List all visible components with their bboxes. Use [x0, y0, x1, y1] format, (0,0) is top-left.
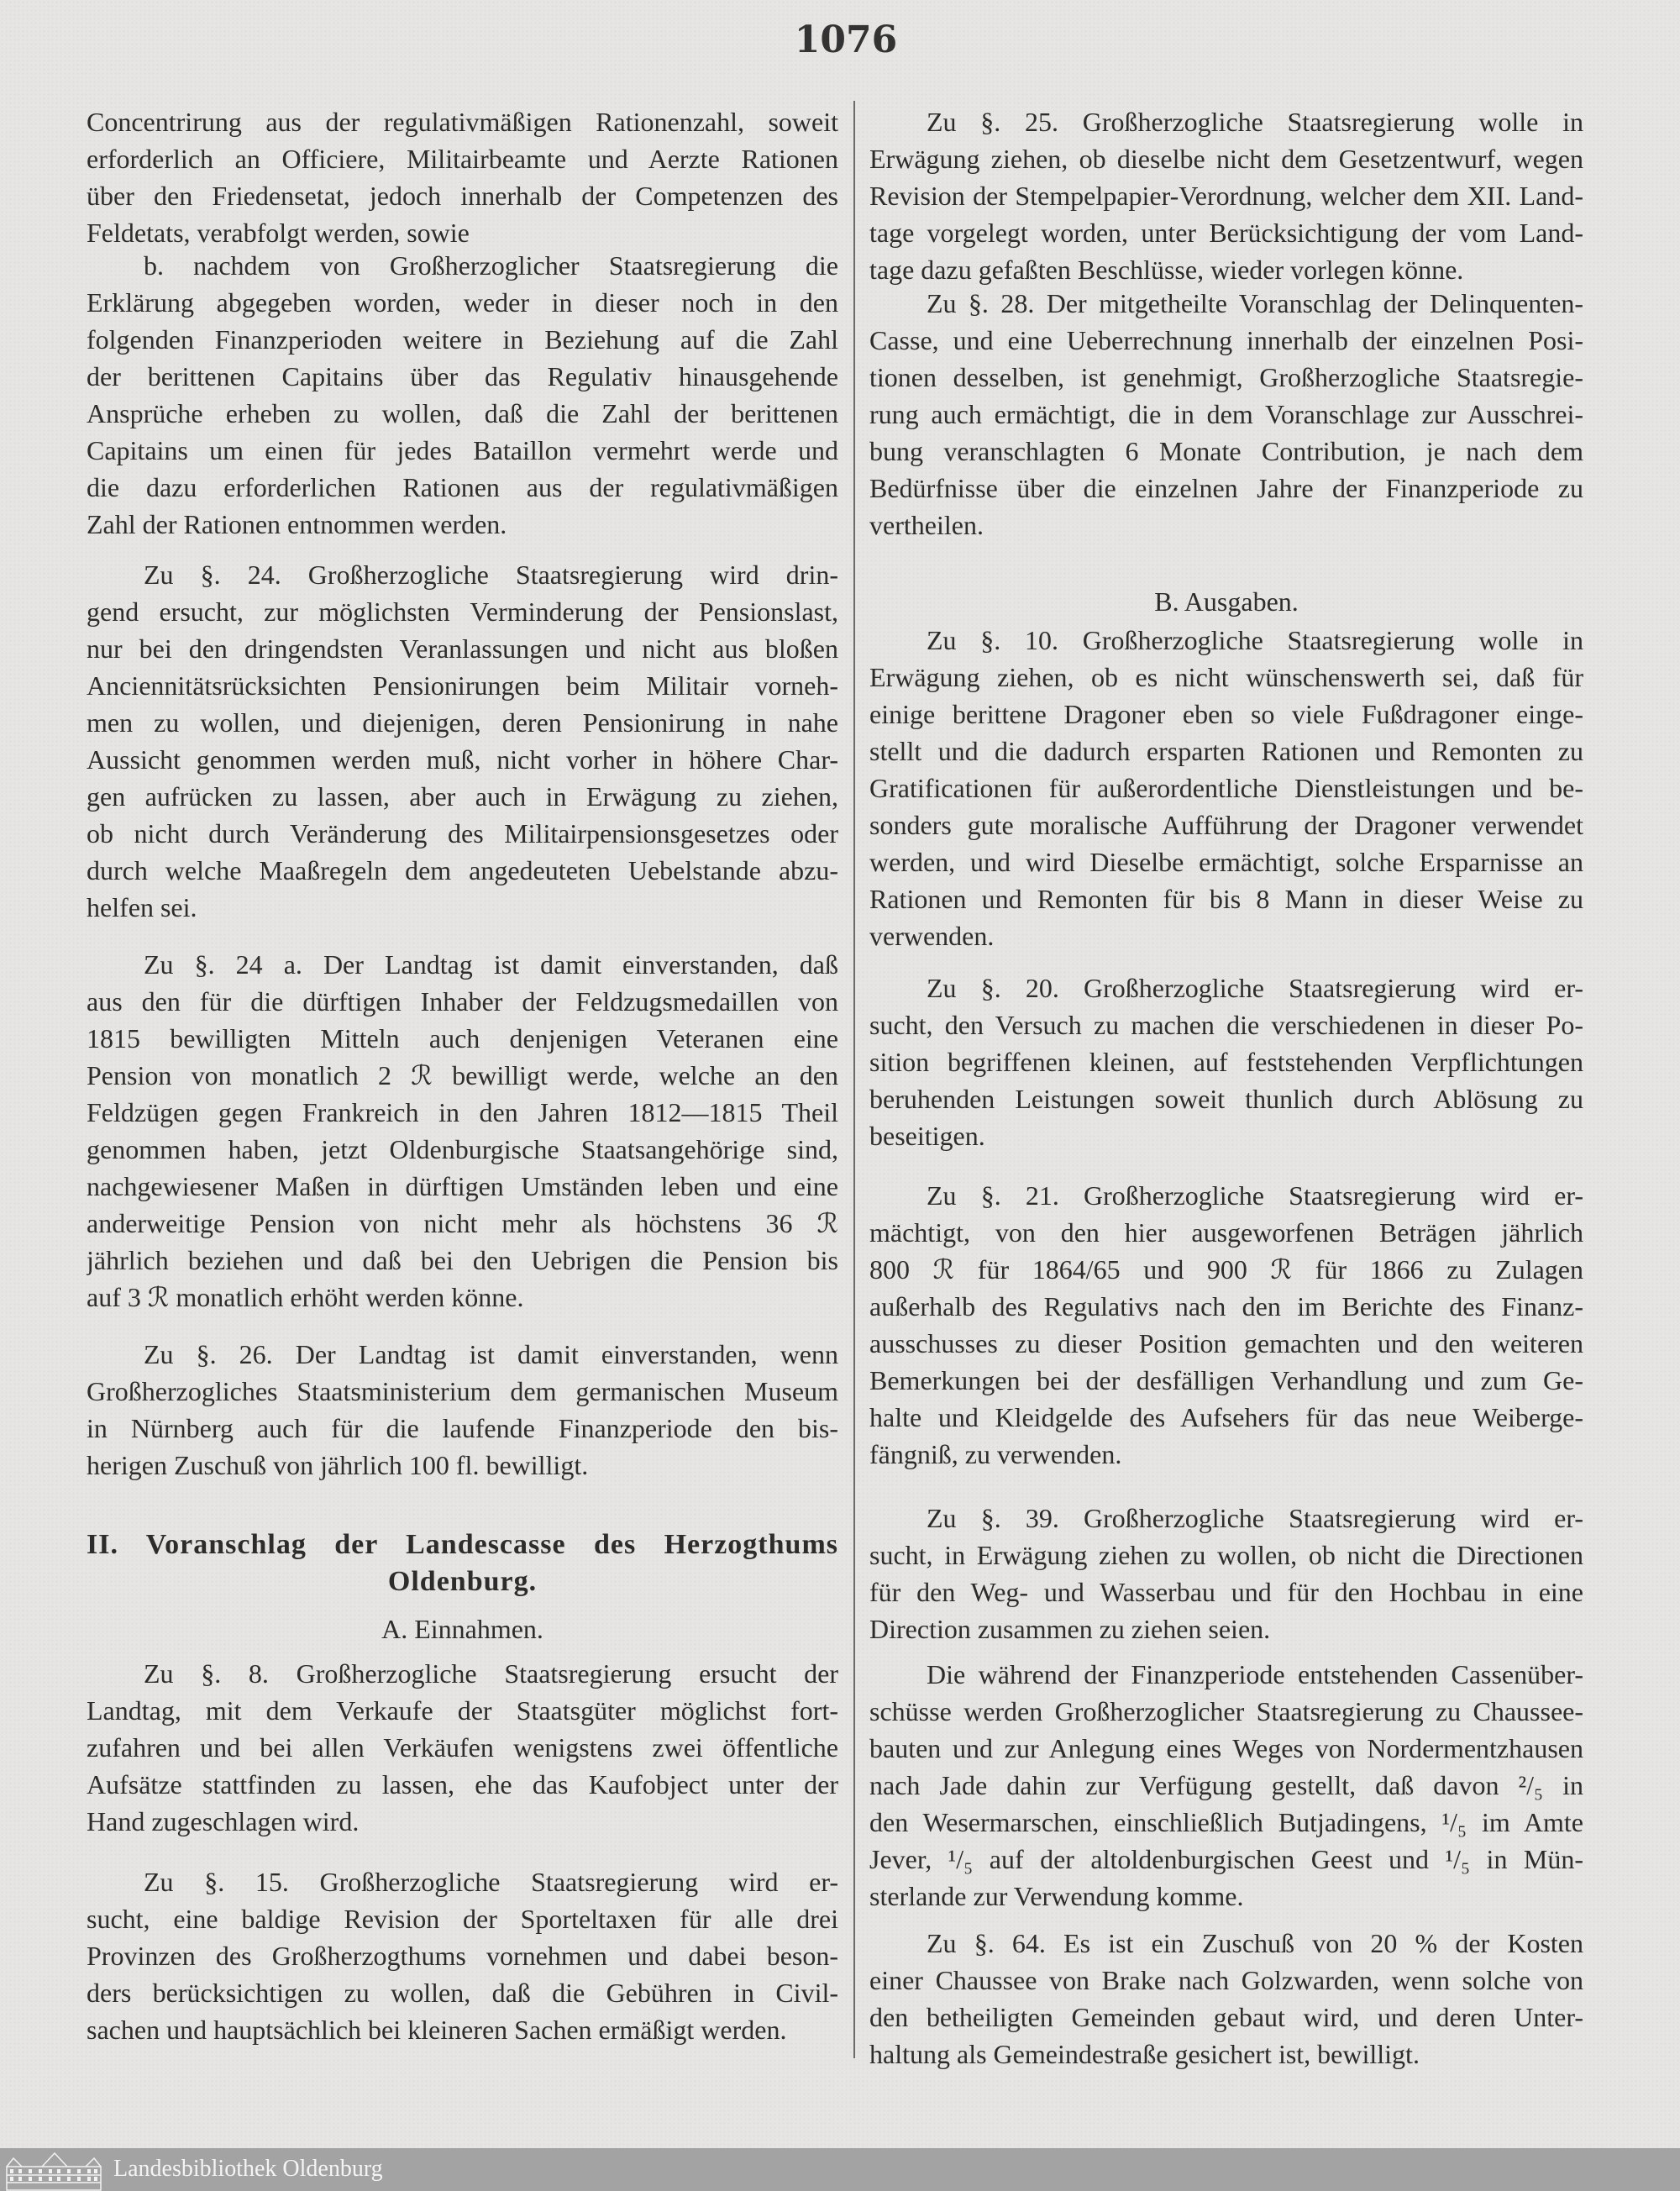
- text-line: 1815 bewilligten Mitteln auch denjenigen Veteranen eine: [87, 1023, 838, 1053]
- text-line: Jever, ¹/₅ auf der altoldenburgischen Geest und ¹/₅ in Mün-: [869, 1844, 1583, 1874]
- text-line: tage vorgelegt worden, unter Berücksichtigung der vom Land-: [869, 218, 1583, 248]
- text-line: aus den für die dürftigen Inhaber der Feldzugsmedaillen von: [87, 986, 838, 1017]
- text-line: Erwägung ziehen, ob dieselbe nicht dem Gesetzentwurf, wegen: [869, 144, 1583, 174]
- text-line: Zu §. 20. Großherzogliche Staatsregierung wird er-: [927, 973, 1583, 1003]
- text-line: durch welche Maaßregeln dem angedeuteten Uebelstande abzu-: [87, 855, 838, 885]
- text-line: sucht, in Erwägung ziehen zu wollen, ob nicht die Directionen: [869, 1540, 1583, 1570]
- footer-bar: [0, 2148, 1680, 2191]
- text-line: Pension von monatlich 2 ℛ bewilligt werde, welche an den: [87, 1060, 838, 1090]
- text-line: vertheilen.: [869, 510, 984, 540]
- text-line: die dazu erforderlichen Rationen aus der regulativmäßigen: [87, 472, 838, 502]
- text-line: bung veranschlagten 6 Monate Contribution, je nach dem: [869, 436, 1583, 466]
- text-line: helfen sei.: [87, 892, 197, 922]
- text-line: einige berittene Dragoner eben so viele Fußdragoner einge-: [869, 699, 1583, 729]
- text-line: 800 ℛ für 1864/65 und 900 ℛ für 1866 zu Zulagen: [869, 1254, 1583, 1285]
- text-line: jährlich beziehen und daß bei den Uebrigen die Pension bis: [87, 1245, 838, 1275]
- text-line: II. Voranschlag der Landescasse des Herzogthums: [87, 1529, 838, 1560]
- text-line: Erklärung abgegeben worden, weder in dieser noch in den: [87, 287, 838, 318]
- text-line: nachgewiesener Maßen in dürftigen Umständen leben und eine: [87, 1171, 838, 1201]
- text-line: ders berücksichtigen zu wollen, daß die Gebühren in Civil-: [87, 1978, 838, 2008]
- text-line: den betheiligten Gemeinden gebaut wird, und deren Unter-: [869, 2002, 1583, 2032]
- paragraph: [87, 103, 838, 251]
- text-line: Zu §. 24. Großherzogliche Staatsregierung wird drin-: [144, 560, 838, 590]
- text-line: Ansprüche erheben zu wollen, daß die Zahl der berittenen: [87, 398, 838, 428]
- text-line: Provinzen des Großherzogthums vornehmen und dabei beson-: [87, 1941, 838, 1971]
- text-line: beruhenden Leistungen soweit thunlich durch Ablösung zu: [869, 1084, 1583, 1114]
- paragraph: [869, 1925, 1583, 2073]
- text-line: Concentrirung aus der regulativmäßigen Rationenzahl, soweit: [87, 107, 838, 137]
- text-line: sucht, eine baldige Revision der Sporteltaxen für alle drei: [87, 1904, 838, 1934]
- text-line: über den Friedensetat, jedoch innerhalb der Competenzen des: [87, 181, 838, 211]
- text-line: fängniß, zu verwenden.: [869, 1439, 1122, 1469]
- text-line: herigen Zuschuß von jährlich 100 fl. bewilligt.: [87, 1450, 589, 1480]
- text-line: Capitains um einen für jedes Bataillon vermehrt werde und: [87, 435, 838, 465]
- text-line: genommen haben, jetzt Oldenburgische Staatsangehörige sind,: [87, 1134, 838, 1164]
- text-line: Zu §. 39. Großherzogliche Staatsregierung wird er-: [927, 1503, 1583, 1533]
- paragraph: [869, 285, 1583, 544]
- text-line: tage dazu gefaßten Beschlüsse, wieder vorlegen könne.: [869, 255, 1464, 285]
- library-name: Landesbibliothek Oldenburg: [113, 2156, 383, 2182]
- text-line: halte und Kleidgelde des Aufsehers für das neue Weiberge-: [869, 1402, 1583, 1432]
- text-line: Feldetats, verabfolgt werden, sowie: [87, 218, 470, 248]
- text-line: den Wesermarschen, einschließlich Butjadingens, ¹/₅ im Amte: [869, 1807, 1583, 1837]
- text-line: men zu wollen, und diejenigen, deren Pensionirung in nahe: [87, 707, 838, 738]
- text-line: Erwägung ziehen, ob es nicht wünschenswerth sei, daß für: [869, 662, 1583, 692]
- column-divider: [853, 101, 855, 2058]
- text-line: Zu §. 28. Der mitgetheilte Voranschlag der Delinquenten-: [927, 288, 1583, 318]
- text-line: Die während der Finanzperiode entstehenden Cassenüber-: [927, 1659, 1583, 1689]
- paragraph: [869, 1177, 1583, 1473]
- text-line: Zu §. 25. Großherzogliche Staatsregierung wolle in: [927, 107, 1583, 137]
- text-line: Gratificationen für außerordentliche Dienstleistungen und be-: [869, 773, 1583, 803]
- text-line: Oldenburg.: [387, 1566, 538, 1597]
- text-line: einer Chaussee von Brake nach Golzwarden, wenn solche von: [869, 1965, 1583, 1995]
- text-line: Aufsätze stattfinden zu lassen, ehe das Kaufobject unter der: [87, 1769, 838, 1800]
- text-line: Zu §. 26. Der Landtag ist damit einverstanden, wenn: [144, 1339, 838, 1369]
- text-line: sachen und hauptsächlich bei kleineren Sachen ermäßigt werden.: [87, 2015, 787, 2045]
- text-line: Großherzogliches Staatsministerium dem germanischen Museum: [87, 1376, 838, 1406]
- text-line: Zu §. 8. Großherzogliche Staatsregierung ersucht der: [144, 1658, 838, 1689]
- text-line: A. Einnahmen.: [381, 1614, 543, 1644]
- text-line: ausschusses zu dieser Position gemachten und den weiteren: [869, 1328, 1583, 1358]
- text-line: Aussicht genommen werden muß, nicht vorher in höhere Char-: [87, 744, 838, 775]
- text-line: Zu §. 64. Es ist ein Zuschuß von 20 % der Kosten: [927, 1928, 1583, 1958]
- text-line: anderweitige Pension von nicht mehr als höchstens 36 ℛ: [87, 1208, 838, 1238]
- text-line: Anciennitätsrücksichten Pensionirungen beim Militair vorneh-: [87, 670, 838, 701]
- text-line: gen aufrücken zu lassen, aber auch in Erwägung zu ziehen,: [87, 781, 838, 812]
- text-line: Zu §. 15. Großherzogliche Staatsregierung wird er-: [144, 1867, 838, 1897]
- text-line: bauten und zur Anlegung eines Weges von Nordermentzhausen: [869, 1733, 1583, 1763]
- paragraph: [869, 1500, 1583, 1647]
- text-line: folgenden Finanzperioden weitere in Beziehung auf die Zahl: [87, 324, 838, 355]
- text-line: mächtigt, von den hier ausgeworfenen Beträgen jährlich: [869, 1217, 1583, 1248]
- paragraph: [87, 556, 838, 926]
- text-line: schüsse werden Großherzoglicher Staatsregierung zu Chaussee-: [869, 1696, 1583, 1726]
- text-line: Hand zugeschlagen wird.: [87, 1806, 360, 1836]
- text-line: ob nicht durch Veränderung des Militairpensionsgesetzes oder: [87, 818, 838, 849]
- text-line: sterlande zur Verwendung komme.: [869, 1881, 1244, 1911]
- text-line: Zu §. 10. Großherzogliche Staatsregierung wolle in: [927, 625, 1583, 655]
- subsection-heading: [87, 1610, 838, 1647]
- text-line: Zu §. 24 a. Der Landtag ist damit einverstanden, daß: [144, 949, 838, 980]
- paragraph: [869, 103, 1583, 288]
- text-line: der berittenen Capitains über das Regulativ hinausgehende: [87, 361, 838, 391]
- text-line: zufahren und bei allen Verkäufen wenigstens zwei öffentliche: [87, 1732, 838, 1763]
- paragraph: [87, 1336, 838, 1484]
- text-line: nach Jade dahin zur Verfügung gestellt, daß davon ²/₅ in: [869, 1770, 1583, 1800]
- text-line: Zu §. 21. Großherzogliche Staatsregierung wird er-: [927, 1180, 1583, 1211]
- paragraph: [869, 1656, 1583, 1915]
- text-line: rung auch ermächtigt, die in dem Voranschlage zur Ausschrei-: [869, 399, 1583, 429]
- library-building-logo-icon: [5, 2152, 104, 2191]
- text-line: beseitigen.: [869, 1121, 985, 1151]
- page-number: 1076: [794, 18, 898, 61]
- paragraph: [87, 247, 838, 543]
- text-line: nur bei den dringendsten Veranlassungen und nicht aus bloßen: [87, 633, 838, 664]
- text-line: auf 3 ℛ monatlich erhöht werden könne.: [87, 1282, 524, 1312]
- paragraph: [869, 969, 1583, 1154]
- section-heading: [87, 1526, 838, 1600]
- text-line: haltung als Gemeindestraße gesichert ist, bewilligt.: [869, 2039, 1420, 2069]
- text-line: Bemerkungen bei der desfälligen Verhandlung und zum Ge-: [869, 1365, 1583, 1395]
- text-line: b. nachdem von Großherzoglicher Staatsregierung die: [144, 250, 838, 281]
- text-line: Direction zusammen zu ziehen seien.: [869, 1614, 1271, 1644]
- text-line: sonders gute moralische Aufführung der Dragoner verwendet: [869, 810, 1583, 840]
- paragraph: [869, 622, 1583, 954]
- text-line: Bedürfnisse über die einzelnen Jahre der Finanzperiode zu: [869, 473, 1583, 503]
- paragraph: [87, 1863, 838, 2048]
- text-line: Zahl der Rationen entnommen werden.: [87, 509, 507, 539]
- subsection-heading: [869, 583, 1583, 620]
- text-line: sition begriffenen kleinen, auf feststehenden Verpflichtungen: [869, 1047, 1583, 1077]
- text-line: sucht, den Versuch zu machen die verschiedenen in dieser Po-: [869, 1010, 1583, 1040]
- text-line: Rationen und Remonten für bis 8 Mann in dieser Weise zu: [869, 884, 1583, 914]
- text-line: Revision der Stempelpapier-Verordnung, welcher dem XII. Land-: [869, 181, 1583, 211]
- paragraph: [87, 946, 838, 1316]
- text-line: Feldzügen gegen Frankreich in den Jahren 1812—1815 Theil: [87, 1097, 838, 1127]
- paragraph: [87, 1655, 838, 1840]
- text-line: verwenden.: [869, 921, 995, 951]
- text-line: in Nürnberg auch für die laufende Finanzperiode den bis-: [87, 1413, 838, 1443]
- text-line: außerhalb des Regulativs nach den im Berichte des Finanz-: [869, 1291, 1583, 1321]
- text-line: gend ersucht, zur möglichsten Verminderung der Pensionslast,: [87, 596, 838, 627]
- text-line: Casse, und eine Ueberrechnung innerhalb der einzelnen Posi-: [869, 325, 1583, 355]
- text-line: B. Ausgaben.: [1154, 586, 1299, 617]
- text-line: Landtag, mit dem Verkaufe der Staatsgüter möglichst fort-: [87, 1695, 838, 1726]
- text-line: stellt und die dadurch ersparten Rationen und Remonten zu: [869, 736, 1583, 766]
- text-line: erforderlich an Officiere, Militairbeamte und Aerzte Rationen: [87, 144, 838, 174]
- text-line: tionen desselben, ist genehmigt, Großherzogliche Staatsregie-: [869, 362, 1583, 392]
- text-line: für den Weg- und Wasserbau und für den Hochbau in eine: [869, 1577, 1583, 1607]
- text-line: werden, und wird Dieselbe ermächtigt, solche Ersparnisse an: [869, 847, 1583, 877]
